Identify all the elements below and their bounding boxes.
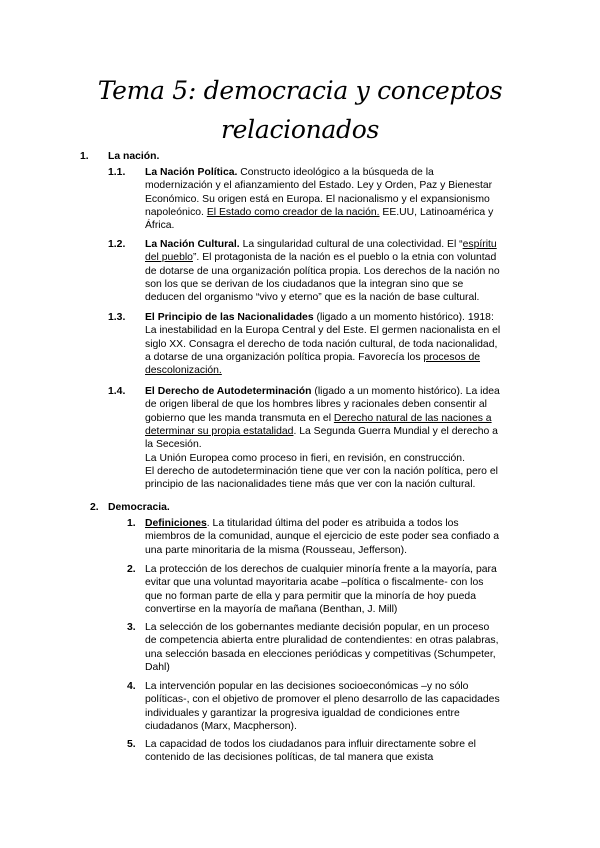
text-line bbox=[145, 590, 476, 603]
text-line bbox=[145, 693, 500, 706]
text-span: de dotarse de una organización política propia. Los derechos de la nación no bbox=[145, 265, 500, 277]
page-title: Tema 5: democracia y conceptos bbox=[97, 76, 503, 105]
text-span: políticas-, con el objetivo de promover el pleno desarrollo de las capacidades bbox=[145, 694, 500, 706]
text-line bbox=[145, 530, 499, 543]
text-span: modernización y el afianzamiento del Estado. Ley y Orden, Paz y Bienestar bbox=[145, 180, 493, 192]
item-number: 1.2. bbox=[108, 239, 126, 250]
text-span: . La titularidad última del poder es atribuida a todos los bbox=[206, 518, 459, 529]
text-line bbox=[145, 179, 492, 192]
text-span: son los que se derivan de los ciudadanos que la integran sino que se bbox=[145, 279, 464, 291]
underlined-text: procesos de bbox=[423, 352, 481, 364]
item-number: 1. bbox=[127, 518, 136, 529]
text-line bbox=[145, 398, 487, 411]
text-line bbox=[145, 291, 479, 304]
text-line bbox=[145, 603, 397, 616]
underlined-text: Derecho natural de las naciones a bbox=[333, 412, 492, 424]
text-line bbox=[145, 544, 407, 557]
text-line bbox=[145, 648, 496, 661]
text-span: El derecho de autodeterminación tiene que ver con la nación política, pero el bbox=[145, 466, 498, 478]
text-span: (ligado a un momento histórico). 1918: bbox=[313, 312, 494, 323]
text-line bbox=[145, 563, 497, 576]
text-span: Dahl) bbox=[145, 662, 170, 674]
text-span: La intervención popular en las decisiones socioeconómicas –y no sólo bbox=[145, 681, 469, 692]
text-span: miembros de la comunidad, aunque el ejercicio de este poder sea confiado a bbox=[145, 531, 500, 543]
text-span: siglo XX. Consagra el derecho de toda nación cultural, de toda nacionalidad, bbox=[145, 338, 498, 350]
section-heading: La nación. bbox=[108, 151, 160, 162]
section-number: 1. bbox=[80, 151, 89, 162]
item-number: 1.3. bbox=[108, 312, 126, 323]
item-number: 1.1. bbox=[108, 167, 126, 178]
text-span: evitar que una voluntad mayoritaria acabe –política o fiscalmente- con los bbox=[145, 577, 484, 589]
text-line bbox=[145, 751, 433, 764]
text-line bbox=[145, 166, 434, 179]
text-line bbox=[145, 478, 475, 491]
text-line bbox=[145, 324, 500, 337]
text-span: individuales y garantizar la progresiva igualdad de condiciones entre bbox=[145, 707, 460, 719]
text-line bbox=[145, 338, 497, 351]
item-number: 5. bbox=[127, 739, 136, 750]
text-line bbox=[145, 438, 202, 451]
underlined-text: del pueblo bbox=[145, 252, 193, 264]
text-line bbox=[145, 219, 174, 232]
text-span: EE.UU, Latinoamérica y bbox=[379, 207, 494, 219]
text-span: La capacidad de todos los ciudadanos para influir directamente sobre el bbox=[145, 739, 476, 750]
text-span: napoleónico. bbox=[145, 207, 207, 219]
text-span: Constructo ideológico a la búsqueda de la bbox=[237, 167, 434, 178]
text-span: África. bbox=[145, 220, 175, 232]
text-span: principio de las nacionalidades tiene más que ver con la nación cultural. bbox=[145, 479, 476, 491]
section-heading: Democracia. bbox=[108, 502, 170, 513]
text-line bbox=[145, 364, 222, 377]
text-span: Económico. Su origen está en Europa. El nacionalismo y el expansionismo bbox=[145, 193, 490, 205]
item-number: 2. bbox=[127, 564, 136, 575]
text-line bbox=[145, 452, 465, 465]
text-span: a dotarse de una organización política propia. Favorecía los bbox=[145, 352, 424, 364]
text-line bbox=[145, 251, 496, 264]
text-span: . La Segunda Guerra Mundial y el derecho a bbox=[293, 426, 498, 438]
text-span: de competencia abierta entre pluralidad de contendientes: en otras palabras, bbox=[145, 635, 499, 647]
text-line bbox=[145, 206, 493, 219]
section-number: 2. bbox=[90, 502, 99, 513]
text-span: contenido de las decisiones políticas, de tal manera que exista bbox=[145, 752, 434, 764]
text-span: gobierno que les manda transmuta en el bbox=[145, 412, 334, 424]
text-line bbox=[145, 465, 498, 478]
text-line bbox=[145, 680, 468, 693]
page-title-line2: relacionados bbox=[221, 115, 379, 144]
text-span: deducen del organismo “vivo y eterno” que es la nación de base cultural. bbox=[145, 292, 480, 304]
text-line bbox=[145, 517, 459, 530]
text-line bbox=[145, 238, 497, 251]
text-line bbox=[145, 720, 297, 733]
text-span: ”. El protagonista de la nación es el pueblo o la etnia con voluntad bbox=[192, 252, 497, 264]
underlined-text: descolonización. bbox=[145, 365, 222, 377]
bold-term: La Nación Política. bbox=[145, 167, 238, 178]
text-line bbox=[145, 707, 460, 720]
text-line bbox=[145, 738, 476, 751]
text-span: la Secesión. bbox=[145, 439, 202, 451]
bold-term: El Principio de las Nacionalidades bbox=[145, 312, 314, 323]
bold-underlined-term: Definiciones bbox=[145, 518, 207, 529]
text-span: La singularidad cultural de una colectividad. El “ bbox=[239, 239, 463, 250]
bold-term: El Derecho de Autodeterminación bbox=[145, 386, 312, 397]
underlined-text: determinar su propia estatalidad bbox=[145, 426, 294, 438]
text-line bbox=[145, 351, 480, 364]
text-span: una selección basada en elecciones periódicas y competitivas (Schumpeter, bbox=[145, 648, 496, 660]
text-span: ciudadanos (Marx, Macpherson). bbox=[145, 721, 297, 733]
text-line bbox=[145, 425, 498, 438]
underlined-text: El Estado como creador de la nación. bbox=[206, 207, 380, 219]
text-line bbox=[145, 385, 500, 398]
text-span: convertirse en la mayoría de mañana (Benthan, J. Mill) bbox=[145, 604, 398, 616]
underlined-text: espíritu bbox=[462, 239, 497, 250]
text-line bbox=[145, 311, 494, 324]
text-span: una parte minoritaria de la misma (Rousseau, Jefferson). bbox=[145, 544, 408, 556]
text-span: (ligado a un momento histórico). La idea bbox=[311, 386, 500, 397]
text-line bbox=[145, 634, 499, 647]
text-line bbox=[145, 193, 490, 206]
text-span: La selección de los gobernantes mediante decisión popular, en un proceso bbox=[145, 622, 490, 633]
item-number: 4. bbox=[127, 681, 136, 692]
text-line bbox=[145, 661, 170, 674]
text-span: La Unión Europea como proceso in fieri, en revisión, en construcción. bbox=[145, 452, 465, 464]
text-line bbox=[145, 412, 492, 425]
item-number: 1.4. bbox=[108, 386, 126, 397]
text-span: La protección de los derechos de cualquier minoría frente a la mayoría, para bbox=[145, 564, 497, 575]
text-line bbox=[145, 621, 489, 634]
text-span: que no forman parte de ella y para permitir que la minoría de hoy pueda bbox=[145, 590, 476, 602]
text-span: La inestabilidad en la Europa Central y del Este. El germen nacionalista en el bbox=[145, 325, 501, 337]
item-number: 3. bbox=[127, 622, 136, 633]
text-line bbox=[145, 265, 500, 278]
text-line bbox=[145, 278, 463, 291]
text-span: de origen liberal de que los hombres libres y racionales deben consentir al bbox=[145, 399, 487, 411]
bold-term: La Nación Cultural. bbox=[145, 239, 240, 250]
text-line bbox=[145, 576, 483, 589]
